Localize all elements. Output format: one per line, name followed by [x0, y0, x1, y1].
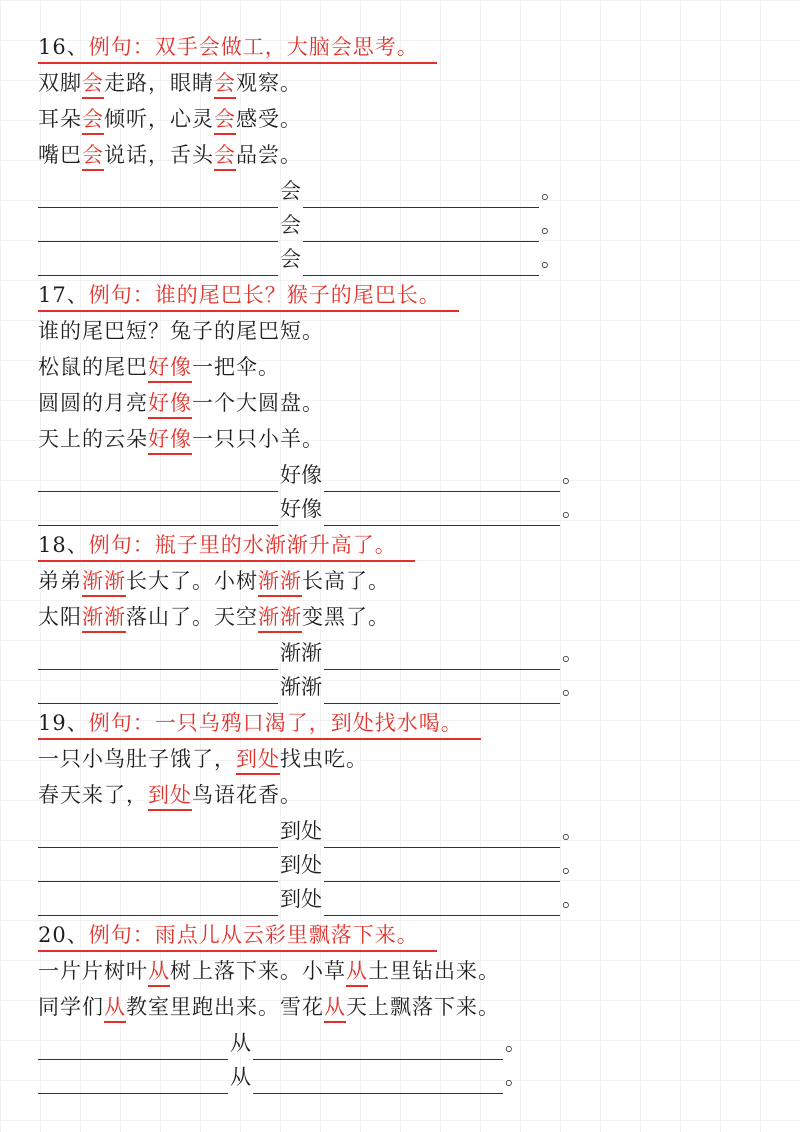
- answer-blank[interactable]: [253, 1033, 503, 1060]
- sentence-text: 鸟语花香。: [192, 783, 302, 807]
- sentence-text: 。: [562, 887, 583, 911]
- sentence-text: 。: [562, 641, 583, 665]
- fill-in-line: [38, 670, 583, 704]
- sentence-text: 。: [505, 1031, 526, 1055]
- fill-in-line: [38, 636, 583, 670]
- sentence-text: 会: [280, 213, 301, 237]
- section-16-example: [38, 30, 437, 64]
- example-label: 例句：: [88, 711, 155, 735]
- fill-in-line: [38, 848, 583, 882]
- sentence-text: 教室里跑出来。雪花: [126, 995, 324, 1019]
- sentence: [38, 138, 302, 172]
- sentence-text: 圆圆的月亮: [38, 391, 148, 415]
- sentence-text: 耳朵: [38, 107, 82, 131]
- sentence-text: 。: [562, 463, 583, 487]
- sentence-text: 好像: [280, 497, 322, 521]
- section-20-example: [38, 918, 437, 952]
- sentence-text: 太阳: [38, 605, 82, 629]
- answer-blank[interactable]: [324, 889, 560, 916]
- fill-in-line: [38, 208, 562, 242]
- sentence-text: 好像: [280, 463, 322, 487]
- sentence-text: 一只只小羊。: [192, 427, 324, 451]
- sentence-text: 松鼠的尾巴: [38, 355, 148, 379]
- sentence: [38, 422, 324, 456]
- section-number: 16、: [38, 35, 89, 59]
- sentence-text: 到处: [280, 853, 322, 877]
- sentence: [38, 600, 390, 634]
- fill-in-line: [38, 242, 562, 276]
- keyword: 从: [324, 993, 346, 1023]
- section-number: 20、: [38, 923, 89, 947]
- sentence-text: 。: [541, 213, 562, 237]
- sentence: [38, 350, 280, 384]
- sentence: [38, 314, 324, 348]
- keyword: 从: [346, 957, 368, 987]
- fill-in-line: [38, 174, 562, 208]
- keyword: 好像: [148, 353, 192, 383]
- answer-blank[interactable]: [38, 1033, 228, 1060]
- sentence-text: 变黑了。: [302, 605, 390, 629]
- sentence-text: 。: [541, 247, 562, 271]
- section-number: 19、: [38, 711, 89, 735]
- sentence: [38, 778, 302, 812]
- sentence-text: 从: [230, 1065, 251, 1089]
- example-underline: [38, 708, 481, 740]
- sentence-text: 同学们: [38, 995, 104, 1019]
- sentence-text: 双脚: [38, 71, 82, 95]
- example-label: 例句：: [88, 533, 155, 557]
- sentence: [38, 990, 500, 1024]
- sentence-text: 春天来了，: [38, 783, 148, 807]
- sentence-text: 长大了。小树: [126, 569, 258, 593]
- example-label: 例句：: [88, 923, 155, 947]
- sentence: [38, 386, 324, 420]
- keyword: 会: [214, 69, 236, 99]
- fill-in-line: [38, 882, 583, 916]
- answer-blank[interactable]: [303, 215, 539, 242]
- answer-blank[interactable]: [38, 821, 278, 848]
- answer-blank[interactable]: [324, 465, 560, 492]
- sentence-text: 长高了。: [302, 569, 390, 593]
- fill-in-line: [38, 458, 583, 492]
- keyword: 会: [82, 69, 104, 99]
- example-underline: [38, 530, 415, 562]
- sentence-text: 倾听，心灵: [104, 107, 214, 131]
- sentence-text: 一把伞。: [192, 355, 280, 379]
- section-17-example: [38, 278, 459, 312]
- sentence-text: 说话，舌头: [104, 143, 214, 167]
- fill-in-line: [38, 1060, 526, 1094]
- sentence-text: 土里钻出来。: [368, 959, 500, 983]
- sentence-text: 一只小鸟肚子饿了，: [38, 747, 236, 771]
- example-underline: [38, 32, 437, 64]
- keyword: 好像: [148, 389, 192, 419]
- fill-in-line: [38, 814, 583, 848]
- answer-blank[interactable]: [324, 677, 560, 704]
- sentence-text: 树上落下来。小草: [170, 959, 346, 983]
- example-sentence: 雨点儿从云彩里飘落下来。: [154, 923, 419, 947]
- sentence-text: 一片片树叶: [38, 959, 148, 983]
- answer-blank[interactable]: [38, 499, 278, 526]
- example-label: 例句：: [88, 283, 155, 307]
- example-sentence: 瓶子里的水渐渐升高了。: [154, 533, 397, 557]
- answer-blank[interactable]: [324, 855, 560, 882]
- example-sentence: 双手会做工，大脑会思考。: [154, 35, 419, 59]
- keyword: 渐渐: [82, 567, 126, 597]
- section-18-example: [38, 528, 415, 562]
- keyword: 会: [214, 105, 236, 135]
- answer-blank[interactable]: [324, 643, 560, 670]
- answer-blank[interactable]: [38, 855, 278, 882]
- answer-blank[interactable]: [38, 677, 278, 704]
- answer-blank[interactable]: [38, 249, 278, 276]
- keyword: 到处: [148, 781, 192, 811]
- answer-blank[interactable]: [38, 215, 278, 242]
- example-underline: [38, 280, 459, 312]
- sentence-text: 会: [280, 179, 301, 203]
- example-sentence: 一只乌鸦口渴了，到处找水喝。: [154, 711, 463, 735]
- answer-blank[interactable]: [38, 1067, 228, 1094]
- answer-blank[interactable]: [324, 499, 560, 526]
- keyword: 渐渐: [258, 567, 302, 597]
- section-19-example: [38, 706, 481, 740]
- sentence-text: 会: [280, 247, 301, 271]
- keyword: 好像: [148, 425, 192, 455]
- sentence: [38, 564, 390, 598]
- answer-blank[interactable]: [324, 821, 560, 848]
- sentence-text: 到处: [280, 819, 322, 843]
- example-sentence: 谁的尾巴长？猴子的尾巴长。: [154, 283, 441, 307]
- sentence-text: 观察。: [236, 71, 302, 95]
- answer-blank[interactable]: [253, 1067, 503, 1094]
- keyword: 渐渐: [258, 603, 302, 633]
- example-underline: [38, 920, 437, 952]
- answer-blank[interactable]: [38, 181, 278, 208]
- keyword: 会: [82, 105, 104, 135]
- sentence: [38, 954, 500, 988]
- sentence-text: 弟弟: [38, 569, 82, 593]
- section-number: 18、: [38, 533, 89, 557]
- section-number: 17、: [38, 283, 89, 307]
- answer-blank[interactable]: [303, 181, 539, 208]
- sentence-text: 。: [562, 675, 583, 699]
- answer-blank[interactable]: [38, 889, 278, 916]
- fill-in-line: [38, 1026, 526, 1060]
- keyword: 渐渐: [82, 603, 126, 633]
- keyword: 会: [82, 141, 104, 171]
- sentence: [38, 66, 302, 100]
- sentence-text: 。: [541, 179, 562, 203]
- keyword: 会: [214, 141, 236, 171]
- sentence-text: 落山了。天空: [126, 605, 258, 629]
- sentence-text: 从: [230, 1031, 251, 1055]
- sentence-text: 天上飘落下来。: [346, 995, 500, 1019]
- sentence-text: 走路，眼睛: [104, 71, 214, 95]
- sentence: [38, 102, 302, 136]
- sentence-text: 一个大圆盘。: [192, 391, 324, 415]
- sentence-text: 。: [562, 853, 583, 877]
- sentence-text: 渐渐: [280, 641, 322, 665]
- sentence-text: 天上的云朵: [38, 427, 148, 451]
- sentence-text: 。: [562, 819, 583, 843]
- answer-blank[interactable]: [38, 465, 278, 492]
- keyword: 从: [148, 957, 170, 987]
- sentence-text: 感受。: [236, 107, 302, 131]
- sentence-text: 找虫吃。: [280, 747, 368, 771]
- sentence-text: 品尝。: [236, 143, 302, 167]
- sentence-text: 嘴巴: [38, 143, 82, 167]
- sentence-text: 。: [505, 1065, 526, 1089]
- keyword: 从: [104, 993, 126, 1023]
- sentence-text: 谁的尾巴短？兔子的尾巴短。: [38, 319, 324, 343]
- sentence-text: 到处: [280, 887, 322, 911]
- example-label: 例句：: [88, 35, 155, 59]
- sentence: [38, 742, 368, 776]
- sentence-text: 渐渐: [280, 675, 322, 699]
- answer-blank[interactable]: [303, 249, 539, 276]
- keyword: 到处: [236, 745, 280, 775]
- fill-in-line: [38, 492, 583, 526]
- answer-blank[interactable]: [38, 643, 278, 670]
- sentence-text: 。: [562, 497, 583, 521]
